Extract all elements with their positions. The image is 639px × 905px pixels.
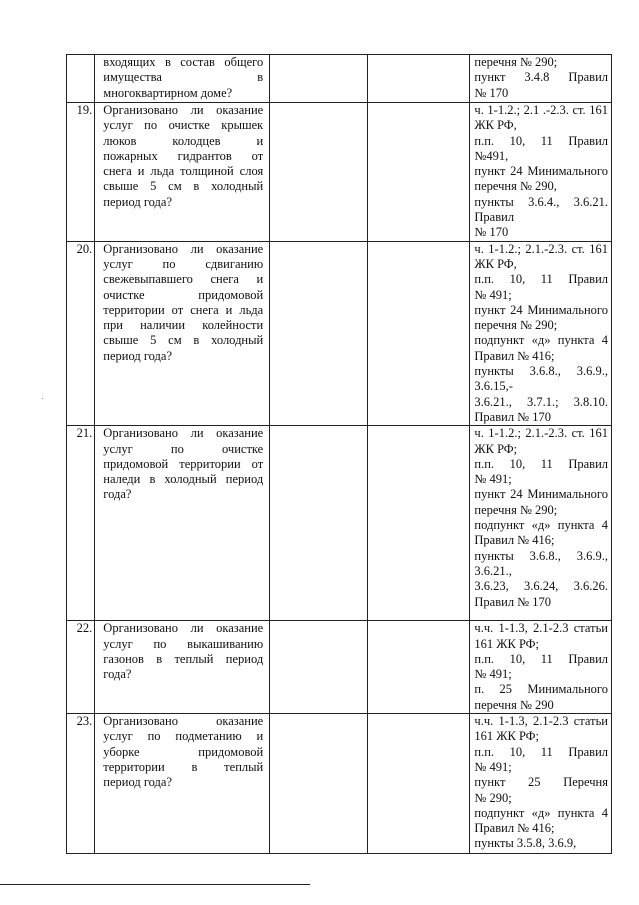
- question-line: придомовой территории от: [103, 456, 264, 471]
- legal-reference-cell: [470, 55, 612, 103]
- question-line: года?: [103, 667, 132, 682]
- note-cell[interactable]: [368, 621, 470, 714]
- reference-line: ч. 1-1.2.; 2.1.-2.3. ст. 161: [474, 241, 608, 256]
- question-cell: [95, 426, 270, 621]
- question-text: [95, 714, 269, 790]
- reference-line: 3.6.21., 3.7.1.; 3.8.10.: [474, 394, 608, 409]
- question-line: люков колодцев и: [103, 133, 264, 148]
- question-line: период года?: [103, 775, 173, 790]
- legal-reference-text: [470, 714, 611, 852]
- reference-line: Правил № 416;: [474, 348, 555, 363]
- reference-line: № 491;: [474, 759, 512, 774]
- reference-line: подпункт «д» пункта 4: [474, 805, 608, 820]
- reference-line: пункты 3.5.8, 3.6.9,: [474, 836, 577, 851]
- reference-line: перечня № 290;: [474, 55, 558, 69]
- question-line: услуг по сдвиганию: [103, 256, 264, 271]
- reference-line: пункт 24 Минимального: [474, 164, 608, 179]
- question-text: [95, 621, 269, 682]
- question-line: свыше 5 см в холодный: [103, 333, 264, 348]
- question-line: Организовано ли оказание: [103, 426, 264, 441]
- question-line: территории в теплый: [103, 759, 264, 774]
- note-cell[interactable]: [368, 426, 470, 621]
- question-line: имущества в: [103, 70, 264, 85]
- question-line: услуг по очистке крышек: [103, 118, 264, 133]
- note-cell[interactable]: [368, 714, 470, 854]
- reference-line: пункт 24 Минимального: [474, 302, 608, 317]
- table-row: [67, 714, 612, 854]
- answer-cell[interactable]: [270, 426, 368, 621]
- reference-line: перечня № 290: [474, 697, 554, 712]
- question-line: наледи в холодный период: [103, 472, 264, 487]
- reference-line: Правил № 170: [474, 594, 551, 609]
- reference-line: пункты 3.6.8., 3.6.9.,: [474, 548, 608, 563]
- note-cell[interactable]: [368, 103, 470, 242]
- checklist-body: [67, 55, 612, 854]
- reference-line: ЖК РФ,: [474, 256, 517, 271]
- reference-line: № 170: [474, 85, 509, 100]
- question-cell: [95, 55, 270, 103]
- reference-line: п.п. 10, 11 Правил: [474, 744, 608, 759]
- question-line: многоквартирном доме?: [103, 85, 233, 100]
- row-number: 21.: [67, 426, 95, 621]
- table-row: [67, 55, 612, 103]
- note-cell[interactable]: [368, 55, 470, 103]
- reference-line: 161 ЖК РФ;: [474, 636, 540, 651]
- scan-speck: [42, 398, 43, 399]
- question-line: Организовано ли оказание: [103, 621, 264, 636]
- question-line: Организовано ли оказание: [103, 241, 264, 256]
- legal-reference-cell: [470, 103, 612, 242]
- reference-line: подпункт «д» пункта 4: [474, 518, 608, 533]
- answer-cell[interactable]: [270, 103, 368, 242]
- question-cell: [95, 241, 270, 426]
- legal-reference-cell: [470, 426, 612, 621]
- answer-cell[interactable]: [270, 714, 368, 854]
- reference-line: пункт 3.4.8 Правил: [474, 70, 608, 85]
- reference-line: №491,: [474, 148, 509, 163]
- question-text: [95, 55, 269, 101]
- reference-line: ч.ч. 1-1.3, 2.1-2.3 статьи: [474, 621, 608, 636]
- row-number: 20.: [67, 241, 95, 426]
- question-line: уборке придомовой: [103, 744, 264, 759]
- legal-reference-cell: [470, 714, 612, 854]
- reference-line: № 290;: [474, 790, 512, 805]
- row-number: [67, 55, 95, 103]
- question-text: [95, 242, 269, 364]
- reference-line: ч. 1-1.2.; 2.1.-2.3. ст. 161: [474, 426, 608, 441]
- reference-line: Правил № 416;: [474, 533, 555, 548]
- note-cell[interactable]: [368, 241, 470, 426]
- reference-line: Правил № 416;: [474, 821, 555, 836]
- reference-line: п.п. 10, 11 Правил: [474, 133, 608, 148]
- inspection-checklist-table: [66, 54, 612, 854]
- question-line: свыше 5 см в холодный: [103, 179, 264, 194]
- row-number: 22.: [67, 621, 95, 714]
- legal-reference-text: [470, 55, 611, 101]
- question-line: территории от снега и льда: [103, 302, 264, 317]
- legal-reference-text: [470, 242, 611, 426]
- reference-line: п.п. 10, 11 Правил: [474, 272, 608, 287]
- question-cell: [95, 103, 270, 242]
- question-cell: [95, 714, 270, 854]
- question-line: очистке придомовой: [103, 287, 264, 302]
- answer-cell[interactable]: [270, 55, 368, 103]
- question-line: Организовано оказание: [103, 714, 264, 729]
- table-row: [67, 426, 612, 621]
- table-row: [67, 241, 612, 426]
- reference-line: № 491;: [474, 287, 512, 302]
- table-row: [67, 103, 612, 242]
- reference-line: № 491;: [474, 667, 512, 682]
- reference-line: № 170: [474, 225, 509, 240]
- question-line: Организовано ли оказание: [103, 103, 264, 117]
- reference-line: 3.6.21.,: [474, 563, 512, 578]
- answer-cell[interactable]: [270, 621, 368, 714]
- reference-line: п. 25 Минимального: [474, 682, 608, 697]
- question-line: пожарных гидрантов от: [103, 148, 264, 163]
- legal-reference-text: [470, 621, 611, 713]
- reference-line: перечня № 290;: [474, 318, 558, 333]
- reference-line: ЖК РФ,: [474, 118, 517, 133]
- reference-line: 161 ЖК РФ;: [474, 729, 540, 744]
- reference-line: 3.6.23, 3.6.24, 3.6.26.: [474, 579, 608, 594]
- reference-line: перечня № 290,: [474, 179, 557, 194]
- reference-line: перечня № 290;: [474, 502, 558, 517]
- reference-line: п.п. 10, 11 Правил: [474, 651, 608, 666]
- question-line: услуг по подметанию и: [103, 729, 264, 744]
- reference-line: пункт 25 Перечня: [474, 775, 608, 790]
- question-text: [95, 103, 269, 210]
- reference-line: пункты 3.6.8., 3.6.9.,: [474, 364, 608, 379]
- question-text: [95, 426, 269, 502]
- question-line: услуг по выкашиванию: [103, 636, 264, 651]
- footnote-separator: [0, 884, 310, 885]
- question-line: период года?: [103, 194, 173, 209]
- reference-line: ч.ч. 1-1.3, 2.1-2.3 статьи: [474, 714, 608, 729]
- row-number: 19.: [67, 103, 95, 242]
- answer-cell[interactable]: [270, 241, 368, 426]
- legal-reference-cell: [470, 241, 612, 426]
- row-number: 23.: [67, 714, 95, 854]
- reference-line: п.п. 10, 11 Правил: [474, 456, 608, 471]
- question-line: при наличии колейности: [103, 318, 264, 333]
- legal-reference-cell: [470, 621, 612, 714]
- question-line: входящих в состав общего: [103, 55, 264, 69]
- reference-line: пункты 3.6.4., 3.6.21.: [474, 194, 608, 209]
- reference-line: 3.6.15,-: [474, 379, 513, 394]
- legal-reference-text: [470, 103, 611, 241]
- question-line: период года?: [103, 348, 173, 363]
- reference-line: ЖК РФ;: [474, 441, 518, 456]
- reference-line: Правил: [474, 210, 515, 225]
- question-line: услуг по очистке: [103, 441, 264, 456]
- reference-line: пункт 24 Минимального: [474, 487, 608, 502]
- question-line: снега и льда толщиной слоя: [103, 164, 264, 179]
- reference-line: подпункт «д» пункта 4: [474, 333, 608, 348]
- question-line: свежевыпавшего снега и: [103, 272, 264, 287]
- reference-line: ч. 1-1.2.; 2.1 .-2.3. ст. 161: [474, 103, 608, 117]
- question-line: газонов в теплый период: [103, 651, 264, 666]
- question-cell: [95, 621, 270, 714]
- reference-line: № 491;: [474, 472, 512, 487]
- legal-reference-text: [470, 426, 611, 610]
- table-row: [67, 621, 612, 714]
- question-line: года?: [103, 487, 132, 502]
- reference-line: Правил № 170: [474, 409, 551, 424]
